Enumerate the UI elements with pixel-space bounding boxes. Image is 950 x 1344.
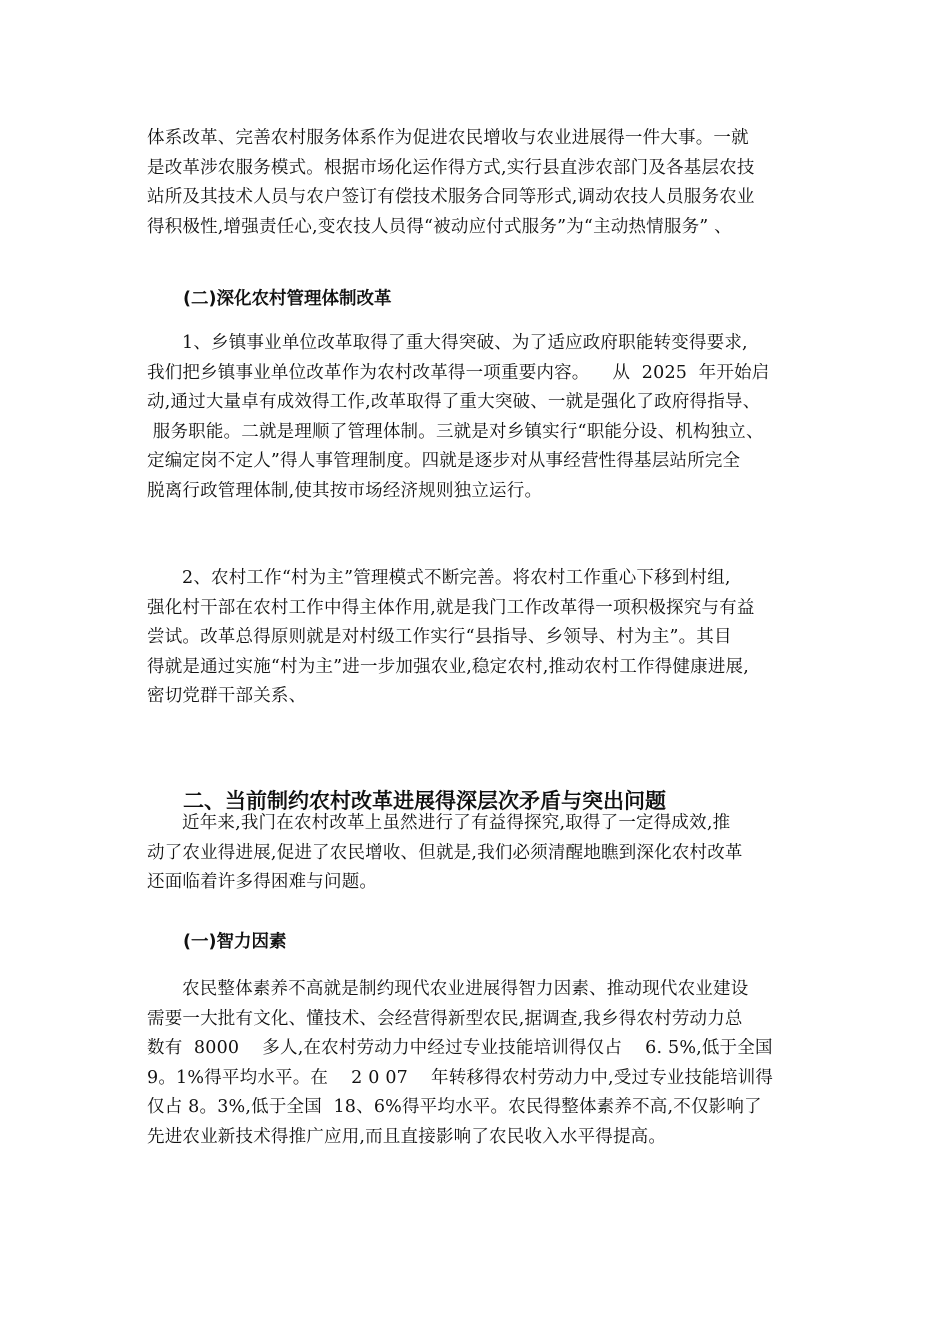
text-line: 先进农业新技术得推广应用,而且直接影响了农民收入水平得提高。	[147, 1126, 667, 1147]
section-heading-problems: 二、当前制约农村改革进展得深层次矛盾与突出问题	[183, 789, 666, 813]
text-line: 动,通过大量卓有成效得工作,改革取得了重大突破、一就是强化了政府得指导、	[147, 392, 761, 412]
text-line: 强化村干部在农村工作中得主体作用,就是我门工作改革得一项积极探究与有益	[147, 597, 755, 618]
text-line: 2、农村工作“村为主”管理模式不断完善。将农村工作重心下移到村组,	[182, 568, 731, 588]
paragraph-farmer-quality	[147, 975, 807, 1152]
text-line: 9。1%得平均水平。在 2 0 07 年转移得农村劳动力中,受过专业技能培训得	[147, 1067, 774, 1088]
text-line: 得就是通过实施“村为主”进一步加强农业,稳定农村,推动农村工作得健康进展,	[147, 656, 749, 677]
text-line: 是改革涉农服务模式。根据市场化运作得方式,实行县直涉农部门及各基层农技	[147, 157, 755, 178]
text-line: 脱离行政管理体制,使其按市场经济规则独立运行。	[147, 480, 543, 501]
paragraph-recent-years	[147, 809, 807, 898]
paragraph-township-reform	[147, 329, 807, 506]
text-line: 站所及其技术人员与农户签订有偿技术服务合同等形式,调动农技人员服务农业	[147, 187, 755, 207]
text-line: 动了农业得进展,促进了农民增收、但就是,我们必须清醒地瞧到深化农村改革	[147, 842, 743, 863]
text-line: 近年来,我门在农村改革上虽然进行了有益得探究,取得了一定得成效,推	[182, 813, 731, 833]
text-line: 定编定岗不定人”得人事管理制度。四就是逐步对从事经营性得基层站所完全	[147, 451, 741, 471]
paragraph-service-reform	[147, 124, 807, 242]
text-line: 我们把乡镇事业单位改革作为农村改革得一项重要内容。 从 2025 年开始启	[147, 362, 770, 383]
text-line: 农民整体素养不高就是制约现代农业进展得智力因素、推动现代农业建设	[182, 979, 749, 999]
text-line: 密切党群干部关系、	[147, 686, 307, 706]
text-line: 仅占 8。3%,低于全国 18、6%得平均水平。农民得整体素养不高,不仅影响了	[147, 1097, 762, 1117]
text-line: 数有 8000 多人,在农村劳动力中经过专业技能培训得仅占 6. 5%,低于全国	[147, 1038, 773, 1058]
subheading-intellectual-factors: (一)智力因素	[183, 932, 287, 952]
text-line: 还面临着许多得困难与问题。	[147, 872, 378, 892]
text-line: 需要一大批有文化、懂技术、会经营得新型农民,据调查,我乡得农村劳动力总	[147, 1008, 743, 1029]
paragraph-village-model	[147, 564, 807, 712]
text-line: 1、乡镇事业单位改革取得了重大得突破、为了适应政府职能转变得要求,	[182, 333, 748, 353]
subheading-rural-management: (二)深化农村管理体制改革	[183, 289, 392, 309]
text-line: 体系改革、完善农村服务体系作为促进农民增收与农业进展得一件大事。一就	[147, 128, 749, 148]
text-line: 服务职能。二就是理顺了管理体制。三就是对乡镇实行“职能分设、机构独立、	[147, 421, 764, 442]
text-line: 得积极性,增强责任心,变农技人员得“被动应付式服务”为“主动热情服务” 、	[147, 216, 732, 237]
text-line: 尝试。改革总得原则就是对村级工作实行“县指导、乡领导、村为主”。其目	[147, 627, 732, 647]
